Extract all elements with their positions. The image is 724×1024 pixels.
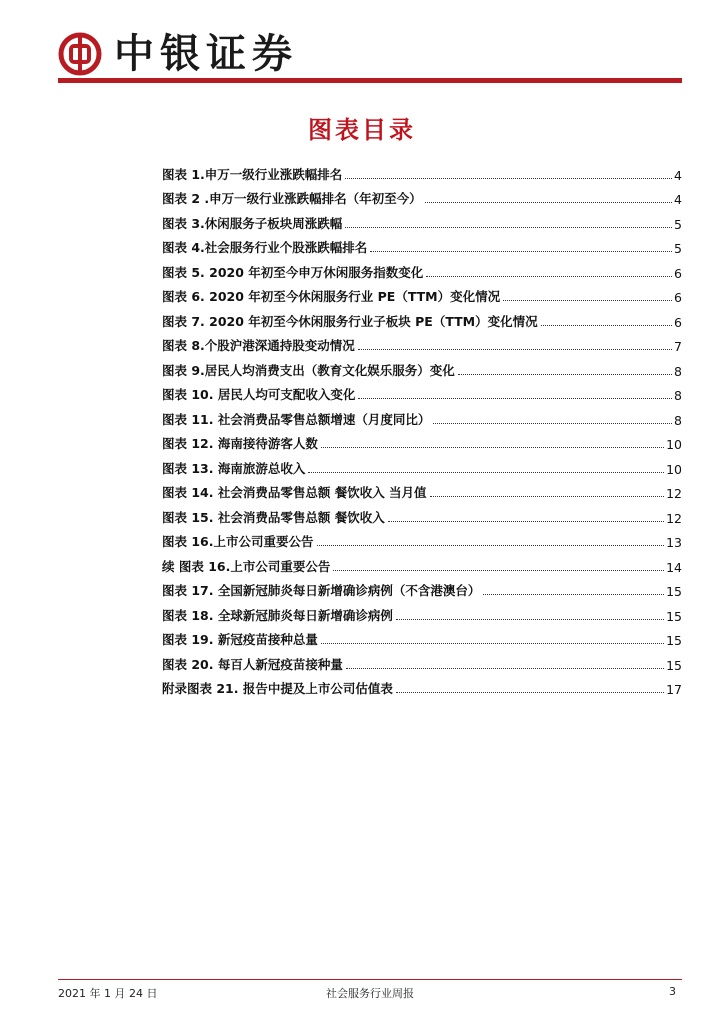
toc-leader-dots (345, 178, 672, 179)
toc-entry[interactable] (162, 183, 682, 208)
toc-entry[interactable] (162, 379, 682, 404)
toc-entry-label: 图表 10. 居民人均可支配收入变化 (162, 387, 356, 402)
toc-leader-dots (483, 594, 664, 595)
toc-entry-page: 6 (674, 290, 682, 305)
toc-leader-dots (426, 276, 672, 277)
toc-entry-label: 图表 2 .申万一级行业涨跌幅排名（年初至今） (162, 191, 422, 206)
toc-entry-label: 图表 9.居民人均消费支出（教育文化娱乐服务）变化 (162, 362, 455, 378)
toc-entry[interactable] (162, 403, 682, 428)
header-divider (58, 78, 682, 83)
page-footer (58, 985, 682, 1001)
toc-leader-dots (396, 619, 664, 620)
toc-entry-page: 10 (666, 461, 682, 477)
toc-entry-label: 图表 17. 全国新冠肺炎每日新增确诊病例（不含港澳台） (162, 583, 481, 598)
toc-leader-dots (430, 496, 665, 497)
toc-leader-dots (541, 325, 672, 326)
toc-entry-page: 8 (674, 412, 682, 428)
toc-entry-label: 图表 20. 每百人新冠疫苗接种量 (162, 656, 343, 672)
toc-entry-page: 15 (666, 657, 682, 673)
toc-entry-label: 图表 15. 社会消费品零售总额 餐饮收入 (162, 509, 385, 525)
toc-leader-dots (396, 692, 664, 693)
toc-entry[interactable] (162, 158, 682, 183)
toc-entry[interactable] (162, 648, 682, 673)
toc-leader-dots (388, 521, 664, 522)
toc-entry[interactable] (162, 281, 682, 306)
toc-entry-label: 图表 19. 新冠疫苗接种总量 (162, 632, 318, 647)
toc-entry-label: 图表 14. 社会消费品零售总额 餐饮收入 当月值 (162, 485, 427, 500)
toc-entry[interactable] (162, 673, 682, 698)
toc-entry[interactable] (162, 207, 682, 232)
toc-entry-page: 6 (674, 314, 682, 330)
toc-entry-page: 15 (666, 584, 682, 599)
toc-entry-page: 15 (666, 633, 682, 648)
toc-entry[interactable] (162, 624, 682, 649)
toc-leader-dots (358, 398, 672, 399)
toc-entry[interactable] (162, 256, 682, 281)
toc-entry-label: 图表 6. 2020 年初至今休闲服务行业 PE（TTM）变化情况 (162, 289, 501, 304)
toc-entry-label: 图表 12. 海南接待游客人数 (162, 436, 318, 451)
toc-entry-label: 图表 7. 2020 年初至今休闲服务行业子板块 PE（TTM）变化情况 (162, 313, 538, 329)
toc-entry-page: 4 (674, 167, 682, 183)
toc-leader-dots (333, 570, 664, 571)
toc-entry-page: 5 (674, 216, 682, 232)
toc-entry[interactable] (162, 330, 682, 355)
toc-leader-dots (321, 447, 664, 448)
toc-entry-page: 7 (674, 339, 682, 354)
toc-entry-page: 8 (674, 363, 682, 379)
toc-leader-dots (345, 227, 672, 228)
toc-entry-label: 图表 13. 海南旅游总收入 (162, 460, 306, 476)
toc-entry-page: 5 (674, 241, 682, 256)
toc-entry-page: 12 (666, 510, 682, 526)
toc-entry-label: 图表 4.社会服务行业个股涨跌幅排名 (162, 240, 368, 255)
toc-entry[interactable] (162, 354, 682, 379)
toc-entry-page: 14 (666, 559, 682, 575)
toc-entry[interactable] (162, 305, 682, 330)
toc-leader-dots (308, 472, 664, 473)
toc-leader-dots (317, 545, 665, 546)
page-header (58, 26, 682, 84)
footer-page-number: 3 (669, 985, 676, 998)
footer-divider (58, 979, 682, 980)
toc-entry-label: 图表 16.上市公司重要公告 (162, 534, 314, 549)
toc-entry-page: 17 (666, 682, 682, 697)
toc-leader-dots (458, 374, 672, 375)
toc-entry-label: 图表 11. 社会消费品零售总额增速（月度同比） (162, 411, 431, 427)
toc-leader-dots (503, 300, 672, 301)
toc-entry-label: 续 图表 16.上市公司重要公告 (162, 558, 331, 574)
toc-entry-label: 图表 5. 2020 年初至今申万休闲服务指数变化 (162, 264, 424, 280)
bank-of-china-logo-icon (58, 32, 102, 76)
toc-leader-dots (346, 668, 664, 669)
toc-leader-dots (433, 423, 672, 424)
toc-leader-dots (321, 643, 664, 644)
toc-entry[interactable] (162, 599, 682, 624)
toc-entry-label: 图表 8.个股沪港深通持股变动情况 (162, 338, 355, 353)
toc-entry[interactable] (162, 232, 682, 257)
footer-report-title: 社会服务行业周报 (326, 987, 414, 1000)
toc-entry-page: 6 (674, 265, 682, 281)
toc-leader-dots (370, 251, 672, 252)
toc-entry[interactable] (162, 477, 682, 502)
toc-entry-page: 4 (674, 192, 682, 207)
toc-leader-dots (425, 202, 672, 203)
toc-entry-page: 10 (666, 437, 682, 452)
toc-entry-label: 图表 1.申万一级行业涨跌幅排名 (162, 166, 343, 182)
toc-entry[interactable] (162, 575, 682, 600)
toc-entry-label: 附录图表 21. 报告中提及上市公司估值表 (162, 681, 393, 696)
toc-leader-dots (358, 349, 672, 350)
toc-title: 图表目录 (308, 116, 416, 144)
toc-entry-label: 图表 3.休闲服务子板块周涨跌幅 (162, 215, 343, 231)
toc-entry[interactable] (162, 428, 682, 453)
toc-entry[interactable] (162, 501, 682, 526)
toc-entry[interactable] (162, 526, 682, 551)
toc-entry[interactable] (162, 452, 682, 477)
toc-entry-page: 12 (666, 486, 682, 501)
toc-entry-page: 8 (674, 388, 682, 403)
toc-entry[interactable] (162, 550, 682, 575)
toc-entry-page: 15 (666, 608, 682, 624)
table-of-figures (162, 158, 682, 697)
toc-entry-page: 13 (666, 535, 682, 550)
footer-date: 2021 年 1 月 24 日 (58, 987, 158, 1000)
toc-entry-label: 图表 18. 全球新冠肺炎每日新增确诊病例 (162, 607, 393, 623)
brand-name: 中银证券 (114, 30, 298, 77)
